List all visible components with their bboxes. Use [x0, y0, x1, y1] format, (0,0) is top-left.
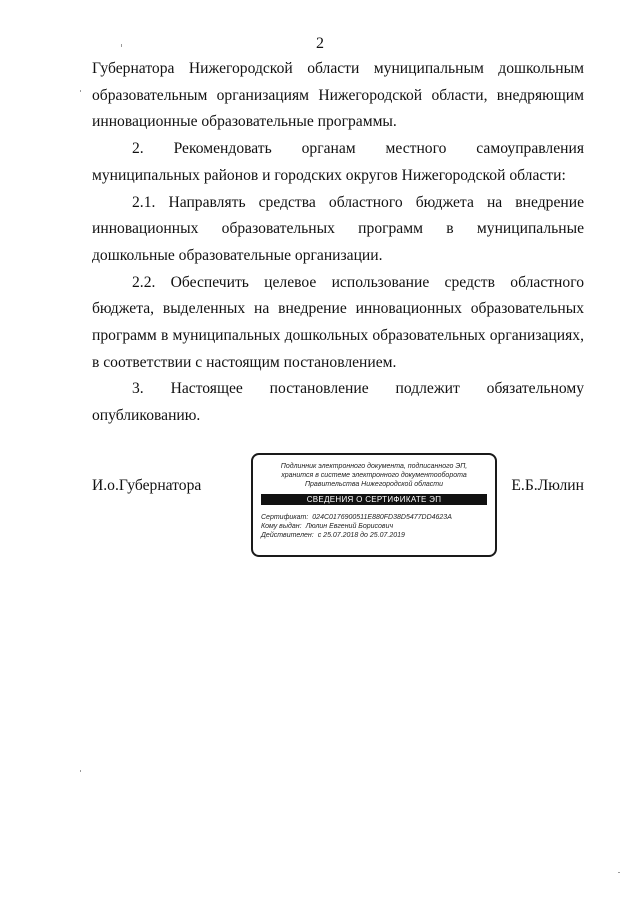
- stamp-validity-label: Действителен:: [261, 532, 314, 539]
- paragraph-item-2-1: 2.1. Направлять средства областного бюджета на внедрение инновационных образовательных программ в муниципальные дошкольные образовательные организации.: [92, 193, 584, 264]
- stamp-validity-value: с 25.07.2018 до 25.07.2019: [317, 532, 405, 539]
- signatory-position: И.о.Губернатора: [92, 477, 202, 494]
- stamp-certificate-row: [261, 513, 487, 522]
- electronic-signature-stamp: [251, 453, 497, 557]
- stamp-header: [261, 462, 487, 489]
- stamp-header-line: Правительства Нижегородской области: [304, 481, 444, 488]
- paragraph-item-2-2: 2.2. Обеспечить целевое использование средств областного бюджета, выделенных на внедрение инновационных образовательных программ в муниципальных дошкольных образовательных организациях, в соответствии с настоящим постановлением.: [92, 273, 584, 371]
- signatory-name: Е.Б.Люлин: [511, 477, 584, 494]
- stamp-certificate-value: 024C0176900511E880FD38D5477DD4623A: [312, 514, 452, 521]
- stamp-certificate-label: Сертификат:: [261, 514, 309, 521]
- scan-speck: [121, 44, 122, 47]
- stamp-fields: [261, 513, 487, 540]
- scan-speck: [618, 872, 620, 873]
- paragraph-item-3: 3. Настоящее постановление подлежит обязательному опубликованию.: [92, 380, 584, 425]
- stamp-validity-row: [261, 531, 487, 540]
- scan-speck: [80, 90, 81, 92]
- stamp-header-line: Подлинник электронного документа, подписанного ЭП,: [280, 463, 468, 470]
- stamp-title: СВЕДЕНИЯ О СЕРТИФИКАТЕ ЭП: [261, 494, 487, 505]
- document-body: [92, 56, 584, 430]
- paragraph-item-2: 2. Рекомендовать органам местного самоуправления муниципальных районов и городских округов Нижегородской области:: [92, 140, 584, 184]
- stamp-header-line: хранится в системе электронного документооборота: [281, 472, 467, 479]
- stamp-issued-to-row: [261, 522, 487, 531]
- paragraph-continuation: Губернатора Нижегородской области муниципальным дошкольным образовательным организациям Нижегородской области, внедряющим инновационные образовательные программы.: [92, 60, 584, 131]
- stamp-issued-to-label: Кому выдан:: [261, 523, 302, 530]
- page-number: 2: [316, 35, 324, 52]
- scan-speck: [80, 770, 81, 772]
- stamp-issued-to-value: Люлин Евгений Борисович: [305, 523, 394, 530]
